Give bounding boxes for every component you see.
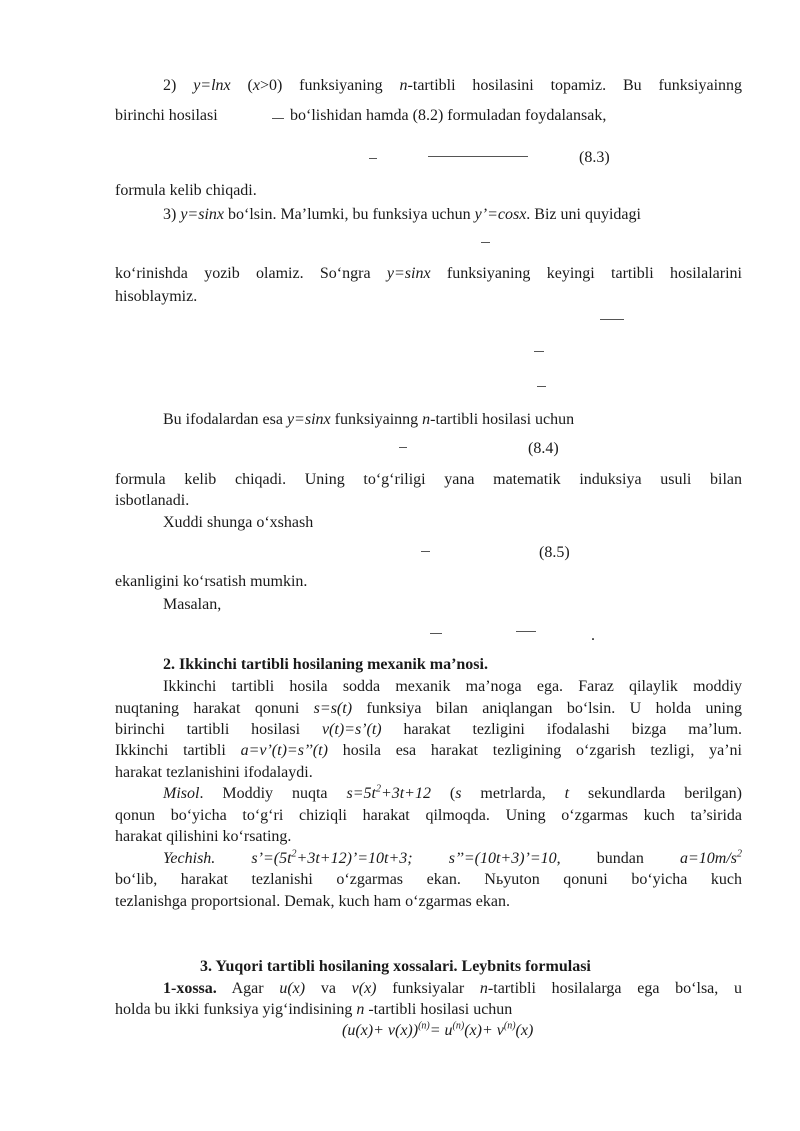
- solution-line-3: tezlanishga proportsional. Demak, kuch ham o‘zgarmas ekan.: [115, 893, 510, 910]
- solution-line-1: Yechish. $s’=(5t^2+3t+12)’=10t+3$; s’’=(10t+3)’=10, bundan $a=10m/s^2$: [163, 848, 742, 867]
- p2-line-1: 3) y=sinx bo‘lsin. Ma’lumki, bu funksiya uchun y’=cosx. Biz uni quyidagi: [163, 206, 641, 223]
- formula-placeholder: [272, 118, 284, 119]
- p2-line-2: ko‘rinishda yozib olamiz. So‘ngra y=sinx funksiyaning keyingi tartibli hosilalarini: [115, 265, 742, 282]
- formula-placeholder: [481, 242, 490, 243]
- p1-line-1: 2) y=lnx (x>0) funksiyaning n-tartibli hosilasini topamiz. Bu funksiyainng: [163, 77, 743, 94]
- s3-line-2: holda bu ikki funksiya yig‘indisining n -tartibli hosilasi uchun: [115, 1001, 513, 1018]
- solution-line-2: bo‘lib, harakat tezlanishi o‘zgarmas ekan. Nьyuton qonuni bo‘yicha kuch: [115, 871, 742, 888]
- p2-line-3: hisoblaymiz.: [115, 288, 198, 305]
- p4-line-2: ekanligini ko‘rsatish mumkin.: [115, 573, 308, 590]
- s3-line-1: 1-xossa. Agar u(x) va v(x) funksiyalar n-tartibli hosilalarga ega bo‘lsa, u: [163, 980, 742, 997]
- example-line-3: harakat qilishini ko‘rsating.: [115, 828, 292, 845]
- section-3-heading: 3. Yuqori tartibli hosilaning xossalari. Leybnits formulasi: [200, 958, 591, 975]
- p1-line-2b: bo‘lishidan hamda (8.2) formuladan foydalansak,: [290, 107, 607, 124]
- p3-line-3: isbotlanadi.: [115, 492, 190, 509]
- sum-derivative-formula: $(u(x)+ v(x))^{(n)}= u^{(n)}(x)+ v^{(n)}(x)$: [342, 1020, 534, 1039]
- equation-number: (8.3): [579, 149, 610, 166]
- formula-placeholder: [534, 351, 544, 352]
- formula-placeholder: [399, 447, 407, 448]
- formula-placeholder: [421, 551, 430, 552]
- p3-line-2: formula kelib chiqadi. Uning to‘g‘riligi yana matematik induksiya usuli bilan: [115, 471, 742, 488]
- p1-line-2a: birinchi hosilasi: [115, 107, 218, 124]
- example-line-2: qonun bo‘yicha to‘g‘ri chiziqli harakat qilmoqda. Uning o‘zgarmas kuch ta’sirida: [115, 807, 742, 824]
- example-line-1: Misol. Moddiy nuqta $s=5t^2+3t+12$ (s metrlarda, t sekundlarda berilgan): [163, 783, 743, 802]
- formula-placeholder: [600, 319, 624, 320]
- s2-line-3: birinchi tartibli hosilasi v(t)=s’(t) harakat tezligini ifodalashi bizga ma’lum.: [115, 721, 743, 738]
- equation-number: (8.5): [539, 544, 570, 561]
- p3-line-1: Bu ifodalardan esa y=sinx funksiyainng n-tartibli hosilasi uchun: [163, 411, 575, 428]
- sentence-dot: .: [591, 627, 595, 644]
- section-2-heading: 2. Ikkinchi tartibli hosilaning mexanik ma’nosi.: [163, 656, 488, 673]
- fraction-bar: [428, 156, 528, 157]
- s2-line-1: Ikkinchi tartibli hosila sodda mexanik ma’noga ega. Faraz qilaylik moddiy: [163, 678, 742, 695]
- formula-placeholder: [430, 633, 442, 634]
- p1-line-3: formula kelib chiqadi.: [115, 182, 257, 199]
- s2-line-2: nuqtaning harakat qonuni s=s(t) funksiya bilan aniqlangan bo‘lsin. U holda uning: [115, 700, 743, 717]
- p4-line-3: Masalan,: [163, 596, 222, 613]
- equation-number: (8.4): [528, 440, 559, 457]
- formula-placeholder: [516, 631, 536, 632]
- formula-placeholder: [369, 158, 377, 159]
- formula-placeholder: [537, 386, 546, 387]
- p4-line-1: Xuddi shunga o‘xshash: [163, 514, 314, 531]
- s2-line-4: Ikkinchi tartibli a=v’(t)=s’’(t) hosila esa harakat tezligining o‘zgarish tezligi, ya’ni: [115, 742, 742, 759]
- s2-line-5: harakat tezlanishini ifodalaydi.: [115, 764, 313, 781]
